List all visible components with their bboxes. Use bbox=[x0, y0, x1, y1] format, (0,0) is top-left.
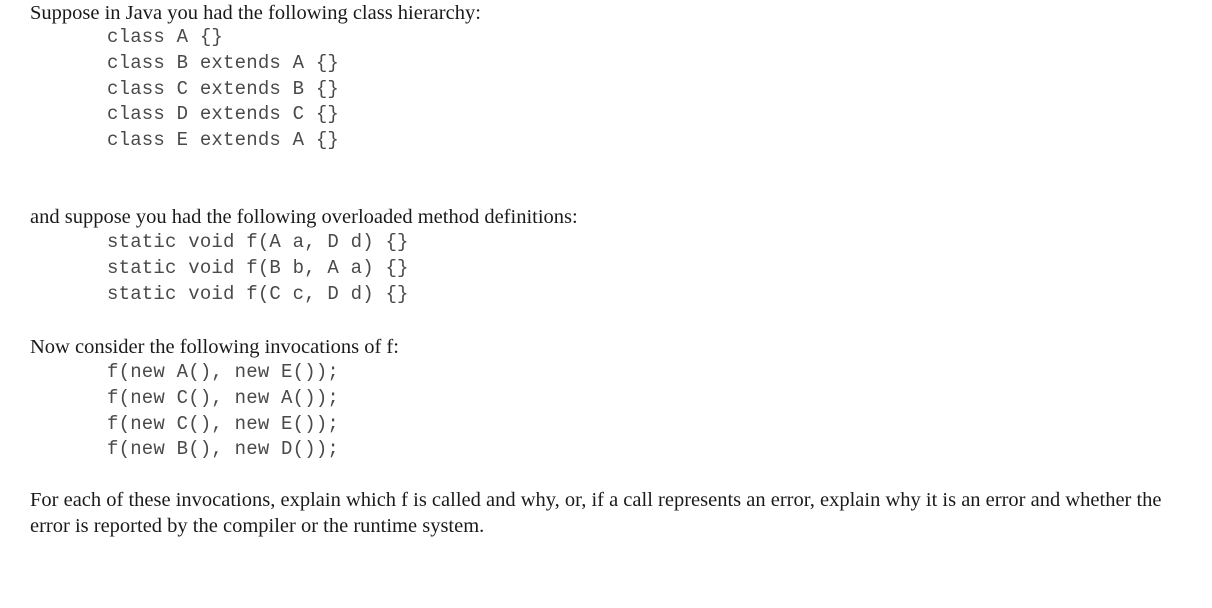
code-line: static void f(A a, D d) {} bbox=[107, 231, 409, 253]
intro-paragraph: Suppose in Java you had the following class hierarchy: bbox=[30, 2, 481, 24]
code-line: class B extends A {} bbox=[107, 51, 340, 74]
code-line: f(new C(), new E()); bbox=[107, 412, 340, 435]
code-line: static void f(C c, D d) {} bbox=[107, 282, 409, 305]
code-line: f(new C(), new A()); bbox=[107, 386, 340, 409]
class-hierarchy-code bbox=[107, 25, 339, 154]
code-line: f(new A(), new E()); bbox=[107, 361, 340, 383]
code-line: class C extends B {} bbox=[107, 77, 340, 100]
code-line: f(new B(), new D()); bbox=[107, 438, 340, 461]
code-line: static void f(B b, A a) {} bbox=[107, 256, 409, 279]
method-definitions-code bbox=[107, 230, 409, 307]
code-line: class E extends A {} bbox=[107, 129, 340, 152]
methods-intro-paragraph: and suppose you had the following overloaded method definitions: bbox=[30, 206, 578, 228]
invocations-code bbox=[107, 360, 339, 463]
code-line: class D extends C {} bbox=[107, 103, 340, 126]
code-line: class A {} bbox=[107, 26, 224, 48]
invocations-intro-paragraph: Now consider the following invocations of f: bbox=[30, 336, 399, 358]
question-paragraph: For each of these invocations, explain which f is called and why, or, if a call represents an error, explain why it is an error and whether the error is reported by the compiler or the runtime system. bbox=[30, 489, 1162, 537]
